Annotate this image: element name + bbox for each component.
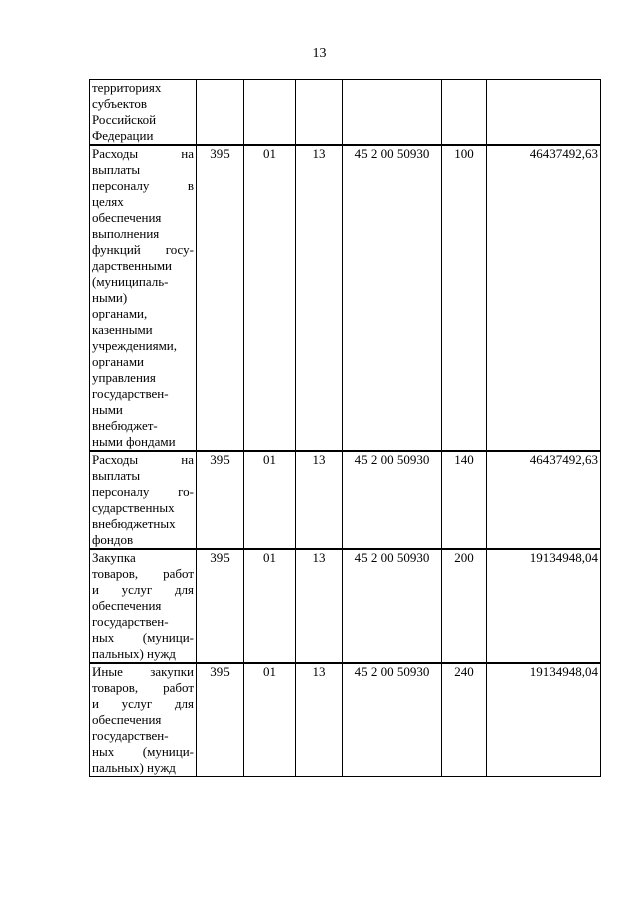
table-row (90, 549, 601, 663)
row-name-cell (90, 451, 197, 549)
amount-cell: 46437492,63 (487, 451, 601, 549)
row-name-line: ных (муници- (92, 630, 194, 645)
row-name-line: Расходы на (92, 452, 194, 467)
target-article-cell (343, 80, 442, 146)
table-row (90, 451, 601, 549)
row-name-line: территориях (92, 80, 162, 95)
target-article-cell: 45 2 00 50930 (343, 549, 442, 663)
target-article-cell: 45 2 00 50930 (343, 663, 442, 777)
table-row (90, 663, 601, 777)
subsection-code-cell: 13 (296, 145, 343, 451)
target-article-cell: 45 2 00 50930 (343, 145, 442, 451)
expense-type-cell: 140 (442, 451, 487, 549)
expense-type-cell: 240 (442, 663, 487, 777)
row-name-line: дарственными (92, 258, 172, 273)
row-name-line: ными) (92, 290, 128, 305)
row-name-line: фондов (92, 532, 134, 547)
target-article-cell: 45 2 00 50930 (343, 451, 442, 549)
row-name-line: обеспечения (92, 712, 162, 727)
amount-cell: 46437492,63 (487, 145, 601, 451)
amount-cell (487, 80, 601, 146)
row-name-line: сударственных (92, 500, 175, 515)
chapter-code-cell: 395 (197, 549, 244, 663)
expense-type-cell (442, 80, 487, 146)
row-name-line: целях (92, 194, 124, 209)
row-name-line: персоналу в (92, 178, 194, 193)
section-code-cell: 01 (244, 145, 296, 451)
subsection-code-cell: 13 (296, 451, 343, 549)
row-name-line: и услуг для (92, 582, 194, 597)
row-name-line: органами, (92, 306, 148, 321)
row-name-line: Иные закупки (92, 664, 194, 679)
row-name-line: выплаты (92, 162, 141, 177)
row-name-line: пальных) нужд (92, 760, 176, 775)
row-name-line: государствен- (92, 386, 169, 401)
row-name-line: субъектов (92, 96, 148, 111)
row-name-line: государствен- (92, 728, 169, 743)
subsection-code-cell: 13 (296, 549, 343, 663)
chapter-code-cell: 395 (197, 663, 244, 777)
chapter-code-cell: 395 (197, 451, 244, 549)
budget-table (89, 79, 601, 777)
chapter-code-cell: 395 (197, 145, 244, 451)
row-name-line: Расходы на (92, 146, 194, 161)
row-name-line: функций госу- (92, 242, 194, 257)
row-name-line: казенными (92, 322, 153, 337)
subsection-code-cell: 13 (296, 663, 343, 777)
row-name-line: товаров, работ (92, 680, 194, 695)
row-name-cell (90, 663, 197, 777)
amount-cell: 19134948,04 (487, 549, 601, 663)
row-name-line: управления (92, 370, 156, 385)
page-number: 13 (312, 46, 327, 61)
row-name-line: (муниципаль- (92, 274, 169, 289)
row-name-line: ных (муници- (92, 744, 194, 759)
row-name-line: Федерации (92, 128, 154, 143)
row-name-cell (90, 145, 197, 451)
row-name-line: выплаты (92, 468, 141, 483)
row-name-line: обеспечения (92, 210, 162, 225)
row-name-line: обеспечения (92, 598, 162, 613)
row-name-cell (90, 549, 197, 663)
section-code-cell: 01 (244, 451, 296, 549)
row-name-line: и услуг для (92, 696, 194, 711)
row-name-line: государствен- (92, 614, 169, 629)
row-name-line: персоналу го- (92, 484, 194, 499)
section-code-cell: 01 (244, 663, 296, 777)
row-name-line: выполнения (92, 226, 160, 241)
table-body (90, 80, 601, 777)
row-name-line: внебюджет- (92, 418, 158, 433)
chapter-code-cell (197, 80, 244, 146)
row-name-line: органами (92, 354, 145, 369)
row-name-line: Российской (92, 112, 157, 127)
row-name-line: товаров, работ (92, 566, 194, 581)
row-name-line: внебюджетных (92, 516, 176, 531)
section-code-cell (244, 80, 296, 146)
row-name-cell (90, 80, 197, 146)
row-name-line: пальных) нужд (92, 646, 176, 661)
expense-type-cell: 200 (442, 549, 487, 663)
section-code-cell: 01 (244, 549, 296, 663)
table-row (90, 80, 601, 146)
amount-cell: 19134948,04 (487, 663, 601, 777)
row-name-line: ными фондами (92, 434, 176, 449)
expense-type-cell: 100 (442, 145, 487, 451)
row-name-line: ными (92, 402, 123, 417)
table-row (90, 145, 601, 451)
row-name-line: Закупка (92, 550, 136, 565)
subsection-code-cell (296, 80, 343, 146)
row-name-line: учреждениями, (92, 338, 178, 353)
